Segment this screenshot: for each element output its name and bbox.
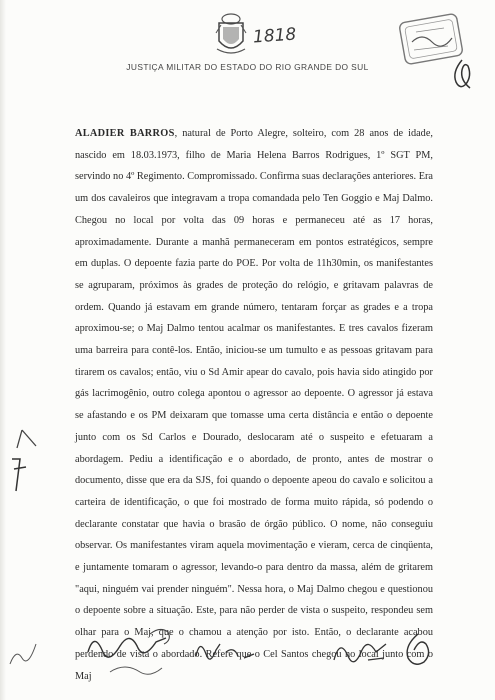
signature-prosecutor xyxy=(398,628,438,672)
signature-judge xyxy=(328,630,394,674)
witness-name: ALADIER BARROS xyxy=(75,128,175,139)
testimony-text xyxy=(75,123,433,687)
margin-check-mark xyxy=(14,428,40,450)
signature-witness xyxy=(80,622,180,680)
coat-of-arms-icon xyxy=(213,11,249,57)
bottom-left-scribble xyxy=(8,638,38,668)
signature-clerk xyxy=(190,632,260,672)
margin-initial-mark xyxy=(8,455,30,495)
testimony-paragraph: , natural de Porto Alegre, solteiro, com 28 anos de idade, nascido em 18.03.1973, filho de Maria Helena Barros Rodrigues, 1º SGT PM, servindo no 4º Regimento. Compromissado. Confirma suas declarações anteriores. Era um dos cavaleiros que integravam a tropa comandada pelo Ten Goggio e Maj Dalmo. Chegou no local por volta das 09 horas e permaneceu até as 17 horas, aproximadamente. Durante a manhã permaneceram em pontos estratégicos, sempre em duplas. O depoente fazia parte do POE. Por volta de 11h30min, os manifestantes se agruparam, próximos às grades de proteção do relógio, e gritavam palavras de ordem. Quando já estavam em grande número, tentaram forçar as grades e a tropa aproximou-se; o Maj Dalmo tentou acalmar os manifestantes. E tres cavalos fizeram uma barreira para contê-los. Então, iniciou-se um tumulto e as pessoas gritavam para tirarem os cavalos; então, viu o Sd Amir apear do cavalo, pois havia sido atingido por gás lacrimogênio, outro colega apontou o agressor ao depoente. O agressor já estava se afastando e os PM deixaram que tomasse uma certa distância e então o depoente junto com os Sd Carlos e Dourado, deslocaram até o suspeito e efetuaram a abordagem. Pediu a identificação e o abordado, de pronto, antes de mostrar o documento, disse que era da SJS, foi quando o depoente apeou do cavalo e solicitou a carteira de identificação, o que foi mostrado de forma muito rápida, só podendo o declarante constatar que havia o brasão de órgão público. O nome, não conseguiu observar. Os manifestantes viram aquela movimentação e vieram, cerca de cinqüenta, e juntamente tomaram o agressor, levando-o para dentro da massa, além de gritarem "aqui, ninguém vai prender ninguém". Nessa hora, o Maj Dalmo chegou e questionou o depoente sobre a situação. Este, para não perder de vista o suspeito, respondeu sem olhar para o Maj, que o chamou a atenção por isto. Então, o declarante acabou perdendo de vista o abordado. Refere que o Cel Santos chegou no local junto com o Maj xyxy=(75,128,433,682)
page-edge-shadow xyxy=(0,0,6,700)
handwritten-page-number: 1818 xyxy=(252,24,297,48)
court-header: JUSTIÇA MILITAR DO ESTADO DO RIO GRANDE DO SUL xyxy=(126,62,369,72)
signatures-area xyxy=(0,610,495,700)
